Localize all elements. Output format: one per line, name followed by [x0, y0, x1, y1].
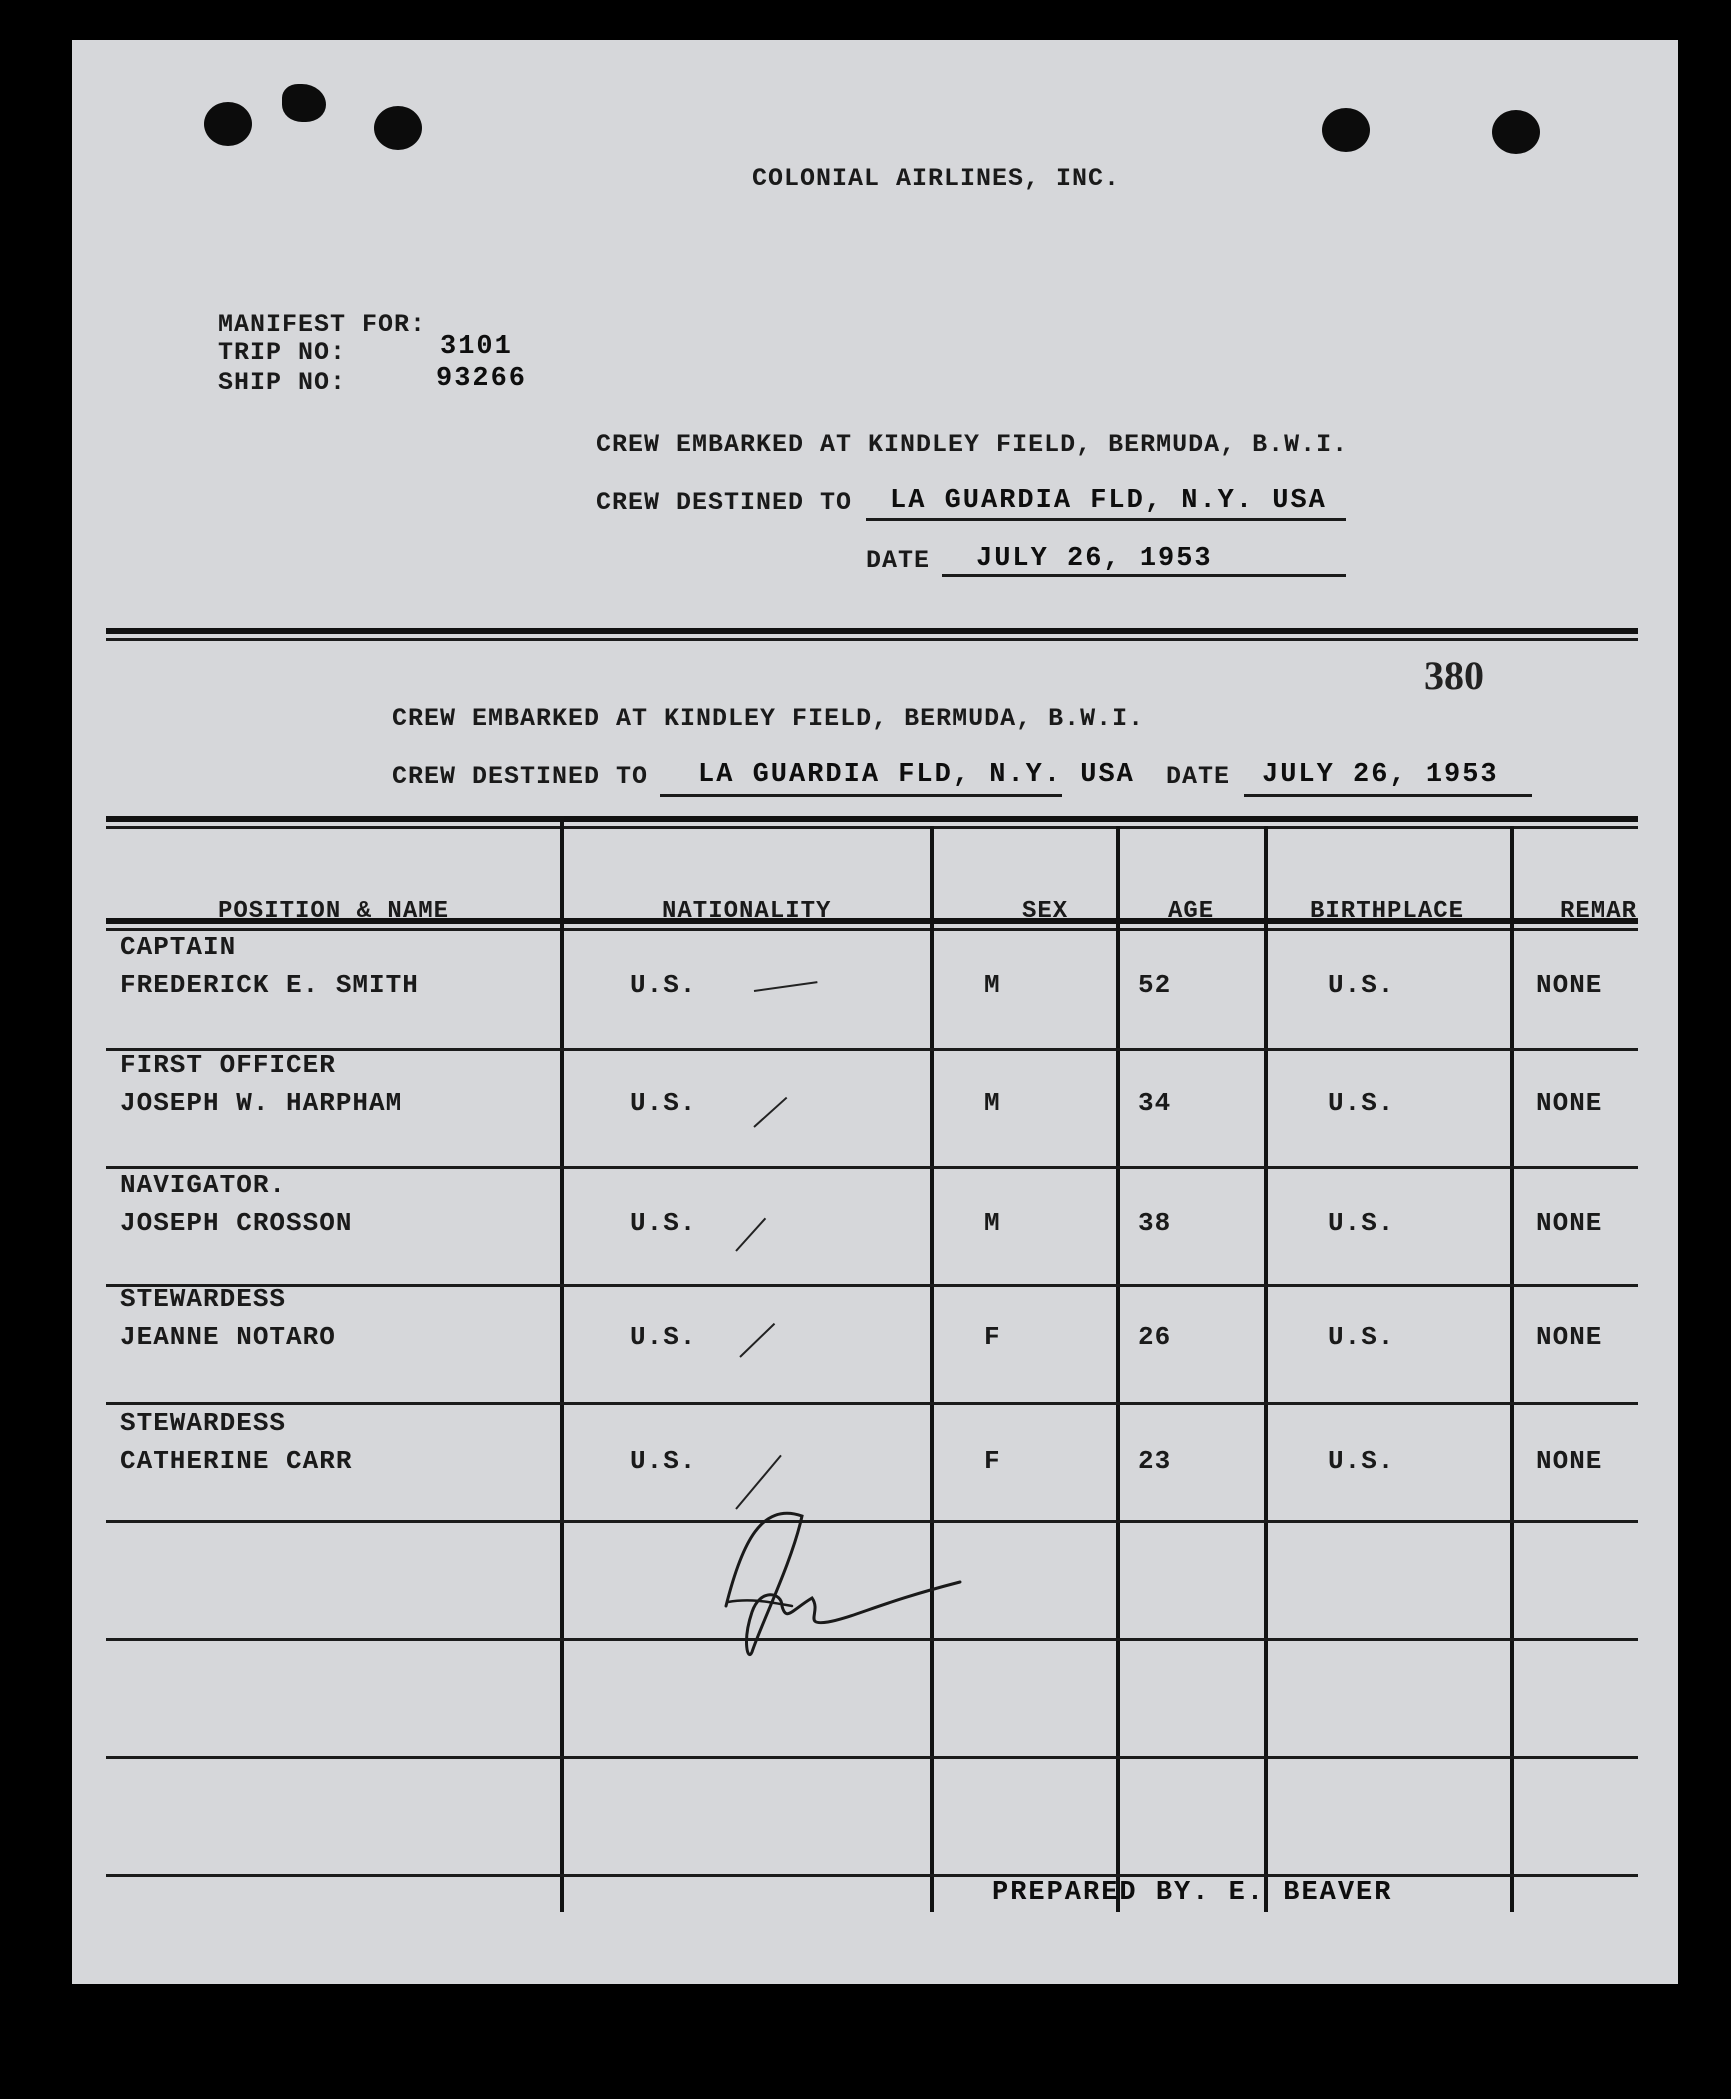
- column-divider: [1510, 826, 1514, 1912]
- separator-rule: [106, 638, 1638, 641]
- punch-hole: [282, 84, 326, 122]
- trip-no-value: 3101: [440, 332, 513, 362]
- crew-sex: M: [984, 970, 1001, 1000]
- header-rule: [106, 928, 1638, 931]
- crew-sex: M: [984, 1088, 1001, 1118]
- crew-age: 26: [1138, 1322, 1172, 1352]
- row-rule: [106, 1756, 1638, 1759]
- prepared-by: PREPARED BY. E. BEAVER: [992, 1878, 1393, 1908]
- crew-nationality: U.S.: [630, 1208, 697, 1238]
- lower-date-label: DATE: [1166, 762, 1231, 791]
- crew-sex: F: [984, 1446, 1001, 1476]
- column-header-birthplace: BIRTHPLACE: [1310, 898, 1465, 925]
- lower-date-value: JULY 26, 1953: [1262, 760, 1499, 790]
- crew-position: STEWARDESS: [120, 1408, 287, 1438]
- row-rule: [106, 1166, 1638, 1169]
- check-mark: [735, 1218, 766, 1252]
- crew-remarks: NONE: [1536, 1208, 1603, 1238]
- crew-name: JEANNE NOTARO: [120, 1322, 336, 1352]
- crew-position: STEWARDESS: [120, 1284, 287, 1314]
- crew-position: CAPTAIN: [120, 932, 237, 962]
- lower-date-underline: [1244, 794, 1532, 797]
- row-rule: [106, 1402, 1638, 1405]
- trip-no-label: TRIP NO:: [218, 338, 347, 367]
- upper-date-underline: [942, 574, 1346, 577]
- column-divider: [1264, 826, 1268, 1912]
- check-mark: [753, 1097, 787, 1128]
- column-divider: [560, 816, 564, 1912]
- signature-mark: [642, 1502, 962, 1672]
- row-rule: [106, 1284, 1638, 1287]
- crew-birthplace: U.S.: [1328, 1088, 1395, 1118]
- separator-rule: [106, 628, 1638, 634]
- manifest-document: [72, 40, 1678, 1984]
- crew-sex: F: [984, 1322, 1001, 1352]
- lower-destined-label: CREW DESTINED TO: [392, 762, 649, 791]
- lower-destined-value: LA GUARDIA FLD, N.Y. USA: [698, 760, 1135, 790]
- crew-nationality: U.S.: [630, 1446, 697, 1476]
- header-rule: [106, 918, 1638, 924]
- lower-destined-underline: [660, 794, 1062, 797]
- crew-nationality: U.S.: [630, 970, 697, 1000]
- upper-embarked: CREW EMBARKED AT KINDLEY FIELD, BERMUDA, B.W.I.: [596, 430, 1349, 459]
- punch-hole: [374, 106, 422, 150]
- punch-hole: [1322, 108, 1370, 152]
- column-header-nationality: NATIONALITY: [662, 898, 832, 925]
- column-header-sex: SEX: [1022, 898, 1069, 925]
- column-divider: [1116, 826, 1120, 1912]
- crew-position: NAVIGATOR.: [120, 1170, 287, 1200]
- ship-no-label: SHIP NO:: [218, 368, 347, 397]
- upper-destined-value: LA GUARDIA FLD, N.Y. USA: [890, 486, 1327, 516]
- crew-age: 52: [1138, 970, 1172, 1000]
- check-mark: [739, 1323, 775, 1358]
- crew-name: JOSEPH CROSSON: [120, 1208, 353, 1238]
- column-header-remarks: REMAR: [1560, 898, 1638, 925]
- crew-remarks: NONE: [1536, 1322, 1603, 1352]
- crew-nationality: U.S.: [630, 1322, 697, 1352]
- company-name: COLONIAL AIRLINES, INC.: [752, 164, 1121, 193]
- crew-birthplace: U.S.: [1328, 970, 1395, 1000]
- crew-age: 38: [1138, 1208, 1172, 1238]
- upper-destined-underline: [866, 518, 1346, 521]
- column-header-position-name: POSITION & NAME: [218, 898, 450, 925]
- crew-name: CATHERINE CARR: [120, 1446, 353, 1476]
- column-divider: [930, 826, 934, 1912]
- crew-position: FIRST OFFICER: [120, 1050, 336, 1080]
- crew-age: 23: [1138, 1446, 1172, 1476]
- crew-birthplace: U.S.: [1328, 1208, 1395, 1238]
- crew-nationality: U.S.: [630, 1088, 697, 1118]
- punch-hole: [1492, 110, 1540, 154]
- check-mark: [754, 981, 818, 992]
- manifest-for-label: MANIFEST FOR:: [218, 310, 427, 339]
- crew-name: JOSEPH W. HARPHAM: [120, 1088, 403, 1118]
- page-number: 380: [1424, 653, 1484, 698]
- table-top-rule: [106, 816, 1638, 822]
- crew-age: 34: [1138, 1088, 1172, 1118]
- crew-remarks: NONE: [1536, 970, 1603, 1000]
- crew-remarks: NONE: [1536, 1446, 1603, 1476]
- table-top-rule: [106, 826, 1638, 829]
- row-rule: [106, 1874, 1638, 1877]
- upper-destined-label: CREW DESTINED TO: [596, 488, 853, 517]
- crew-name: FREDERICK E. SMITH: [120, 970, 419, 1000]
- ship-no-value: 93266: [436, 364, 528, 394]
- crew-birthplace: U.S.: [1328, 1322, 1395, 1352]
- lower-embarked: CREW EMBARKED AT KINDLEY FIELD, BERMUDA, B.W.I.: [392, 704, 1145, 733]
- crew-remarks: NONE: [1536, 1088, 1603, 1118]
- upper-date-label: DATE: [866, 546, 931, 575]
- column-header-age: AGE: [1168, 898, 1215, 925]
- crew-sex: M: [984, 1208, 1001, 1238]
- punch-hole: [204, 102, 252, 146]
- crew-birthplace: U.S.: [1328, 1446, 1395, 1476]
- upper-date-value: JULY 26, 1953: [976, 544, 1213, 574]
